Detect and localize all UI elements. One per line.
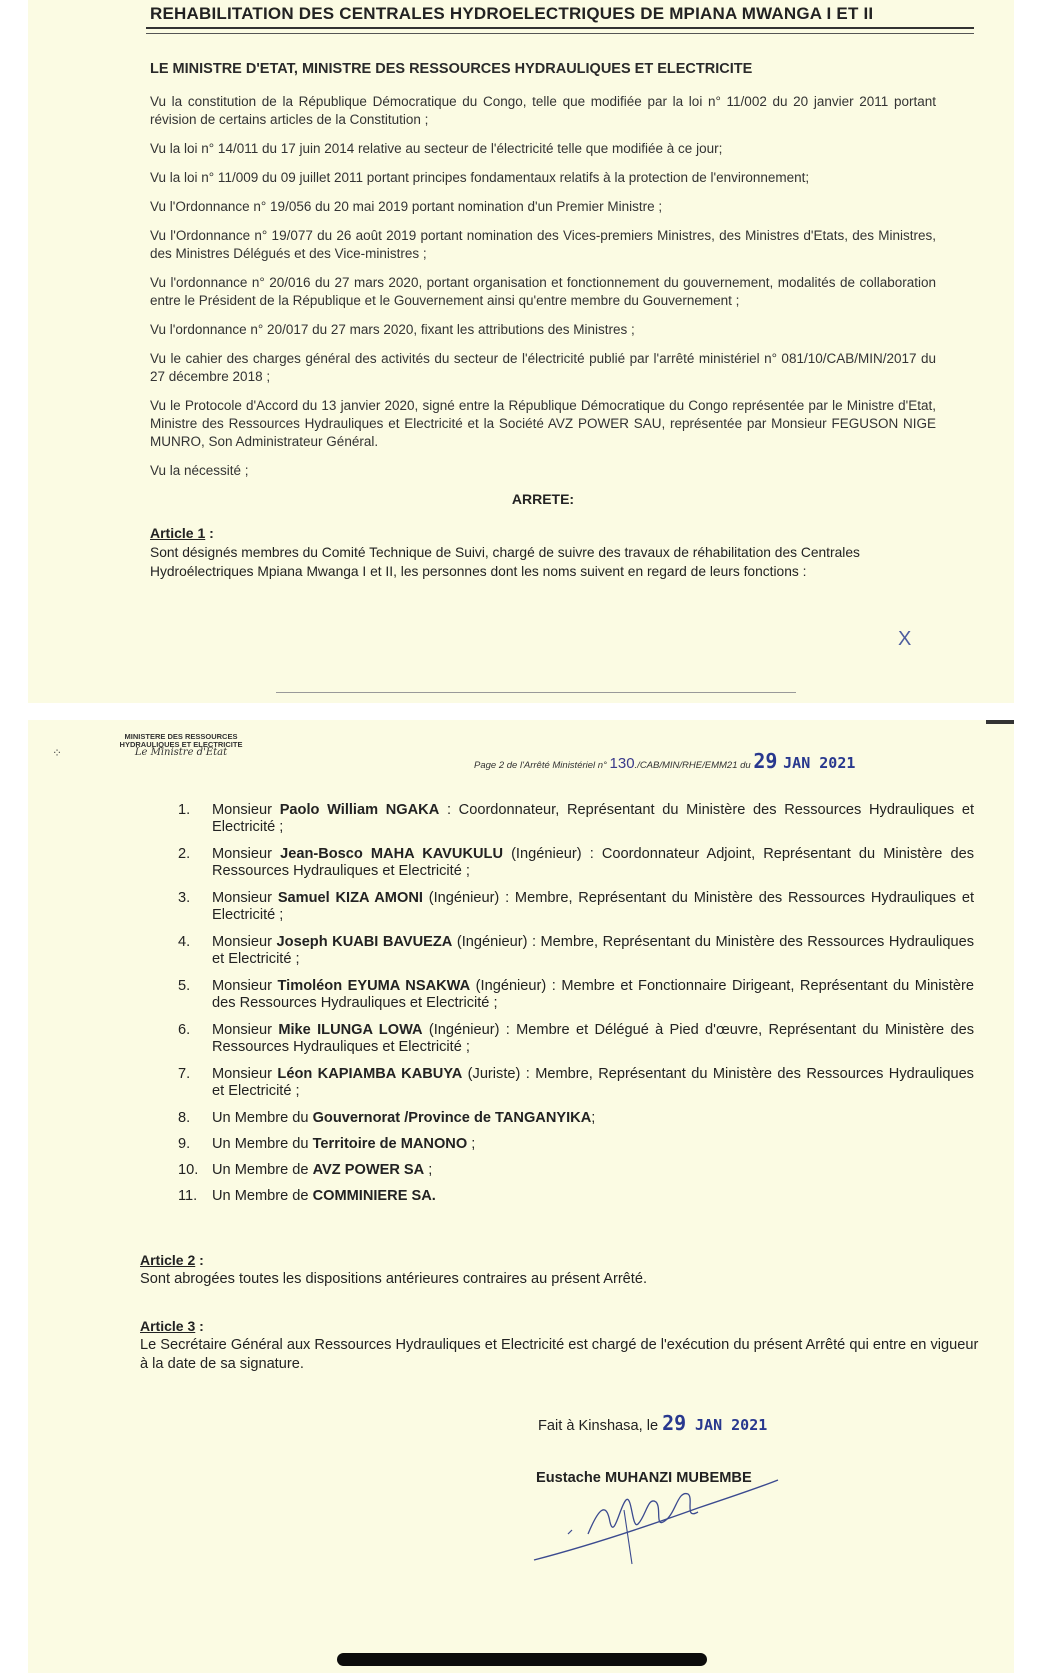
header-suffix: ./CAB/MIN/RHE/EMM21 du xyxy=(634,760,751,771)
letterhead-line-1: MINISTERE DES RESSOURCES xyxy=(124,732,238,741)
considerant-2: Vu la loi n° 14/011 du 17 juin 2014 relative au secteur de l'électricité telle que modifiée à ce jour; xyxy=(150,141,723,156)
document-title: REHABILITATION DES CENTRALES HYDROELECTRIQUES DE MPIANA MWANGA I ET II xyxy=(150,4,874,23)
list-item xyxy=(178,1136,974,1153)
home-indicator[interactable] xyxy=(337,1653,707,1666)
list-item-text: Monsieur Paolo William NGAKA : Coordonnateur, Représentant du Ministère des Ressources Hydrauliques et Electricité ; xyxy=(212,802,975,835)
list-item-text: Monsieur Léon KAPIAMBA KABUYA (Juriste) : Membre, Représentant du Ministère des Ressources Hydrauliques et Electricité ; xyxy=(212,1066,974,1099)
article-2-colon: : xyxy=(195,1252,204,1268)
document-page-2 xyxy=(28,720,1014,1673)
article-2 xyxy=(140,1252,980,1289)
list-item-text: Monsieur Samuel KIZA AMONI (Ingénieur) : Membre, Représentant du Ministère des Ressources Hydrauliques et Electricité ; xyxy=(212,890,974,923)
header-number: 130 xyxy=(609,755,635,772)
article-1-colon: : xyxy=(205,525,214,541)
article-1 xyxy=(150,525,936,581)
stamp-month: JAN 2021 xyxy=(695,1416,768,1434)
arrete-heading: ARRETE: xyxy=(511,491,575,507)
list-item xyxy=(178,846,974,880)
date-stamp-signature xyxy=(662,1411,768,1435)
list-item-text: Un Membre du Territoire de MANONO ; xyxy=(212,1136,476,1152)
considerant-5: Vu l'Ordonnance n° 19/077 du 26 août 2019 portant nomination des Vices-premiers Ministres, des Ministres d'Etats, des Ministres, des Ministres Délégués et des Vice-ministres ; xyxy=(150,228,936,261)
members-list xyxy=(178,802,974,1214)
stamp-day: 29 xyxy=(753,749,778,773)
title-rule-thin xyxy=(146,33,974,34)
list-item-text: Un Membre de COMMINIERE SA. xyxy=(212,1188,436,1204)
page-edge-bar xyxy=(986,720,1014,724)
signature-icon xyxy=(528,1460,788,1570)
article-3-text: Le Secrétaire Général aux Ressources Hydrauliques et Electricité est chargé de l'exécution du présent Arrêté qui entre en vigueur à la date de sa signature. xyxy=(140,1337,979,1372)
list-item-number: 3. xyxy=(178,890,191,906)
list-item-text: Monsieur Jean-Bosco MAHA KAVUKULU (Ingénieur) : Coordonnateur Adjoint, Représentant du Ministère des Ressources Hydrauliques et Electricité ; xyxy=(212,846,974,879)
list-item-number: 4. xyxy=(178,934,191,950)
ministry-letterhead xyxy=(96,733,266,757)
list-item xyxy=(178,978,974,1012)
list-item xyxy=(178,1162,974,1179)
list-item-number: 11. xyxy=(178,1188,198,1204)
signer-name: Eustache MUHANZI MUBEMBE xyxy=(536,1470,752,1486)
list-item xyxy=(178,802,974,836)
list-item xyxy=(178,1188,974,1205)
list-item-text: Un Membre de AVZ POWER SA ; xyxy=(212,1162,433,1178)
list-item-number: 2. xyxy=(178,846,191,862)
place-and-date xyxy=(538,1411,767,1435)
article-3-colon: : xyxy=(195,1318,204,1334)
title-rule xyxy=(146,27,974,29)
letterhead-line-2: HYDRAULIQUES ET ELECTRICITE xyxy=(119,740,243,749)
list-item-number: 8. xyxy=(178,1110,191,1126)
minister-heading: LE MINISTRE D'ETAT, MINISTRE DES RESSOURCES HYDRAULIQUES ET ELECTRICITE xyxy=(150,61,753,77)
list-item-text: Monsieur Timoléon EYUMA NSAKWA (Ingénieur) : Membre et Fonctionnaire Dirigeant, Représentant du Ministère des Ressources Hydrauliques et Electricité ; xyxy=(212,978,974,1011)
stamp-day: 29 xyxy=(662,1411,687,1435)
considerant-4: Vu l'Ordonnance n° 19/056 du 20 mai 2019 portant nomination d'un Premier Ministre ; xyxy=(150,199,663,214)
article-2-text: Sont abrogées toutes les dispositions antérieures contraires au présent Arrêté. xyxy=(140,1271,648,1287)
considerant-1: Vu la constitution de la République Démocratique du Congo, telle que modifiée par la loi n° 11/002 du 20 janvier 2011 portant révision de certains articles de la Constitution ; xyxy=(150,94,936,127)
page-2-header xyxy=(474,749,855,773)
handwritten-mark: X xyxy=(898,628,912,650)
list-item xyxy=(178,1066,974,1100)
list-item-text: Un Membre du Gouvernorat /Province de TANGANYIKA; xyxy=(212,1110,596,1126)
list-item-number: 7. xyxy=(178,1066,191,1082)
article-3-heading: Article 3 xyxy=(140,1318,196,1334)
considerant-10: Vu la nécessité ; xyxy=(150,463,249,478)
stamp-month: JAN 2021 xyxy=(783,754,856,772)
letterhead-line-3: Le Ministre d'Etat xyxy=(134,747,228,758)
article-3 xyxy=(140,1318,980,1374)
header-prefix: Page 2 de l'Arrêté Ministériel n° xyxy=(474,760,607,771)
list-item-text: Monsieur Joseph KUABI BAVUEZA (Ingénieur) : Membre, Représentant du Ministère des Ressources Hydrauliques et Electricité ; xyxy=(212,934,975,967)
document-page-1 xyxy=(28,0,1014,703)
corner-mark-icon: ⁘ xyxy=(52,746,63,760)
article-1-text: Sont désignés membres du Comité Technique de Suivi, chargé de suivre des travaux de réhabilitation des Centrales Hydroélectriques Mpiana Mwanga I et II, les personnes dont les noms suivent en regard de leurs fonctions : xyxy=(150,545,860,579)
list-item-number: 1. xyxy=(178,802,191,818)
list-item xyxy=(178,890,974,924)
list-item-number: 9. xyxy=(178,1136,191,1152)
footer-rule xyxy=(276,692,796,693)
date-stamp-header xyxy=(753,749,856,773)
list-item-text: Monsieur Mike ILUNGA LOWA (Ingénieur) : Membre et Délégué à Pied d'œuvre, Représentant du Ministère des Ressources Hydrauliques et Electricité ; xyxy=(212,1022,974,1055)
list-item xyxy=(178,1110,974,1127)
list-item-number: 5. xyxy=(178,978,191,994)
list-item-number: 6. xyxy=(178,1022,191,1038)
fait-a-label: Fait à Kinshasa, le xyxy=(538,1418,659,1434)
considerant-6: Vu l'ordonnance n° 20/016 du 27 mars 2020, portant organisation et fonctionnement du gouvernement, modalités de collaboration entre le Président de la République et le Gouvernement ainsi qu'entre membre du Gouvernement ; xyxy=(150,275,936,308)
considerant-7: Vu l'ordonnance n° 20/017 du 27 mars 2020, fixant les attributions des Ministres ; xyxy=(150,322,635,337)
considerants-block xyxy=(150,93,936,581)
list-item-number: 10. xyxy=(178,1162,199,1178)
article-1-heading: Article 1 xyxy=(150,525,206,541)
list-item xyxy=(178,1022,974,1056)
considerant-8: Vu le cahier des charges général des activités du secteur de l'électricité publié par l'arrêté ministériel n° 081/10/CAB/MIN/2017 du 27 décembre 2018 ; xyxy=(150,351,936,384)
considerant-3: Vu la loi n° 11/009 du 09 juillet 2011 portant principes fondamentaux relatifs à la protection de l'environnement; xyxy=(150,170,810,185)
article-2-heading: Article 2 xyxy=(140,1252,196,1268)
considerant-9: Vu le Protocole d'Accord du 13 janvier 2020, signé entre la République Démocratique du Congo représentée par le Ministre d'Etat, Ministre des Ressources Hydrauliques et Electricité et la Société AVZ POWER SAU, représentée par Monsieur FEGUSON NIGE MUNRO, Son Administrateur Général. xyxy=(150,398,936,449)
list-item xyxy=(178,934,974,968)
